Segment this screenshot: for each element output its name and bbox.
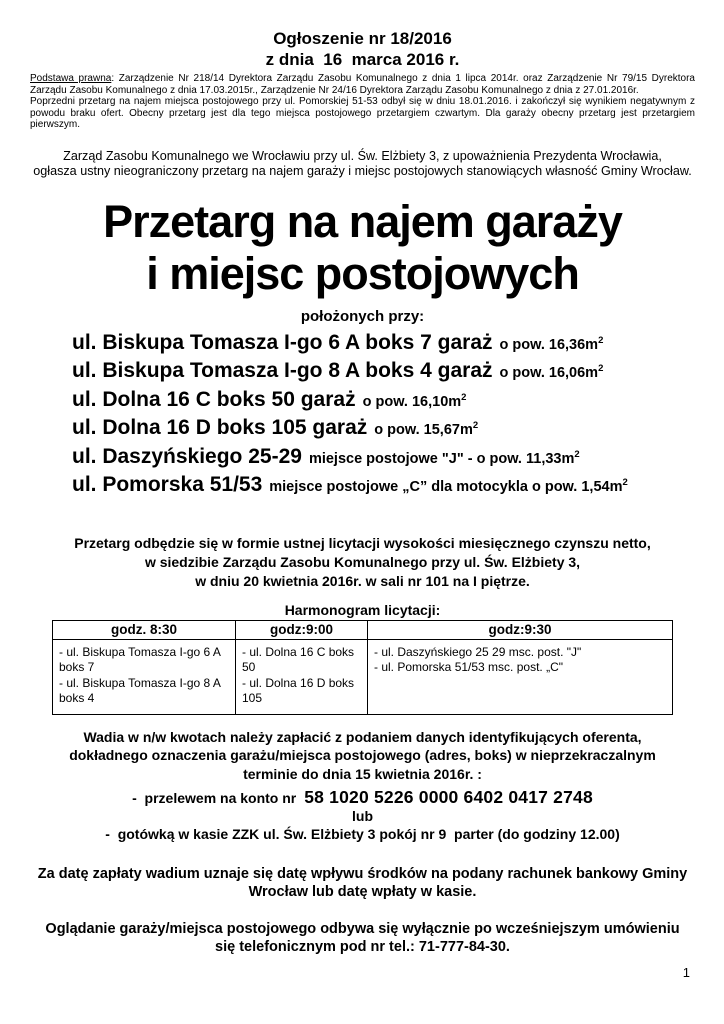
location-address: ul. Dolna 16 D boks 105 garaż (72, 416, 368, 440)
deposit-line-3: terminie do dnia 15 kwietnia 2016r. : (243, 765, 482, 782)
location-area-text: miejsce postojowe „C” dla motocykla o pow. 1,54m (269, 479, 623, 496)
locations-list (30, 330, 695, 501)
location-item (72, 387, 695, 416)
payment-date-paragraph (30, 866, 695, 901)
schedule-item: - ul. Pomorska 51/53 msc. post. „C" (374, 660, 563, 675)
legal-basis-label: Podstawa prawna (30, 73, 112, 84)
announcement-date: z dnia 16 marca 2016 r. (265, 50, 460, 69)
deposit-line-1: Wadia w n/w kwotach należy zapłacić z podaniem danych identyfikujących oferenta, (83, 728, 642, 745)
location-area (374, 422, 478, 438)
transfer-prefix: - przelewem na konto nr (132, 790, 297, 807)
location-item (72, 472, 695, 501)
schedule-item: - ul. Daszyńskiego 25 29 msc. post. "J" (374, 644, 582, 659)
page-title (30, 196, 695, 300)
location-area (500, 365, 604, 381)
location-area-sup: 2 (598, 335, 604, 347)
located-at-label: położonych przy: (300, 307, 425, 325)
location-area-sup: 2 (598, 363, 604, 375)
viewing-info-paragraph (30, 921, 695, 956)
schedule-header-900: godz:9:00 (236, 620, 368, 639)
schedule-cell-830 (53, 639, 236, 714)
location-area-sup: 2 (622, 477, 628, 489)
location-address: ul. Daszyńskiego 25-29 (72, 444, 302, 468)
auction-line-3: w dniu 20 kwietnia 2016r. w sali nr 101 na I piętrze. (195, 572, 530, 589)
location-area-text: o pow. 16,36m (499, 336, 599, 353)
schedule-header-930: godz:9:30 (368, 620, 673, 639)
location-item (72, 415, 695, 444)
payment-date-line-1: Za datę zapłaty wadium uznaje się datę wpływu środków na podany rachunek bankowy Gminy (37, 866, 688, 883)
announcement-header (30, 28, 695, 70)
legal-basis-orders: : Zarządzenie Nr 218/14 Dyrektora Zarządu Zasobu Komunalnego z dnia 1 lipca 2014r. oraz Zarządzenie Nr 79/15 Dyrektora Zarządu Zasobu Komunalnego z dnia 17.03.2015r., Zarządzenie Nr 24/16 Dyrektora Zarządu Zasobu Komunalnego z dnia z 27.01.2016r. (30, 73, 695, 96)
schedule-cell-930 (368, 639, 673, 714)
intro-line-1: Zarząd Zasobu Komunalnego we Wrocławiu przy ul. Św. Elżbiety 3, z upoważnienia Prezydenta Wrocławia, (63, 148, 662, 163)
auction-line-1: Przetarg odbędzie się w formie ustnej licytacji wysokości miesięcznego czynszu netto, (74, 534, 651, 551)
payment-date-line-2: Wrocław lub datę wpłaty w kasie. (248, 883, 477, 900)
announcement-number: Ogłoszenie nr 18/2016 (273, 29, 452, 48)
viewing-line-1: Oglądanie garaży/miejsca postojowego odbywa się wyłącznie po wcześniejszym umówieniu (45, 921, 680, 938)
auction-line-2: w siedzibie Zarządu Zasobu Komunalnego przy ul. Św. Elżbiety 3, (144, 553, 581, 570)
page-title-line-1: Przetarg na najem garaży (103, 195, 622, 247)
schedule-header-row (53, 620, 673, 639)
location-address: ul. Dolna 16 C boks 50 garaż (72, 387, 356, 411)
schedule-item: - ul. Dolna 16 D boks 105 (242, 675, 355, 706)
location-address: ul. Biskupa Tomasza I-go 8 A boks 4 garaż (72, 359, 493, 383)
page-title-line-2: i miejsc postojowych (146, 247, 579, 299)
deposit-section (30, 728, 695, 844)
location-area-text: o pow. 16,10m (362, 393, 462, 410)
location-area-text: o pow. 16,06m (499, 365, 599, 382)
schedule-table (52, 620, 673, 715)
schedule-item: - ul. Biskupa Tomasza I-go 6 A boks 7 (59, 644, 221, 675)
or-label: lub (352, 808, 373, 825)
location-item (72, 358, 695, 387)
location-area (500, 337, 604, 353)
schedule-item: - ul. Biskupa Tomasza I-go 8 A boks 4 (59, 675, 221, 706)
location-address: ul. Biskupa Tomasza I-go 6 A boks 7 garaż (72, 330, 493, 354)
cash-payment-line: - gotówką w kasie ZZK ul. Św. Elżbiety 3 pokój nr 9 parter (do godziny 12.00) (105, 826, 620, 843)
location-item (72, 444, 695, 473)
location-area-sup: 2 (574, 449, 580, 461)
intro-line-2: ogłasza ustny nieograniczony przetarg na najem garaży i miejsc postojowych stanowiących własność Gminy Wrocław. (33, 164, 692, 179)
legal-basis-section (30, 73, 695, 131)
location-area-sup: 2 (461, 392, 467, 404)
location-area (363, 394, 467, 410)
schedule-item: - ul. Dolna 16 C boks 50 (242, 644, 355, 675)
location-area-sup: 2 (472, 420, 479, 432)
schedule-header-830: godz. 8:30 (53, 620, 236, 639)
viewing-line-2: się telefonicznym pod nr tel.: 71-777-84-30. (215, 938, 510, 955)
intro-paragraph (30, 149, 695, 180)
location-area (309, 451, 580, 467)
bank-account-number: 58 1020 5226 0000 6402 0417 2748 (304, 787, 593, 808)
schedule-cell-900 (236, 639, 368, 714)
legal-basis-paragraph (30, 73, 695, 96)
auction-info-paragraph (30, 534, 695, 591)
location-address: ul. Pomorska 51/53 (72, 473, 263, 497)
location-area-text: miejsce postojowe "J" - o pow. 11,33m (308, 450, 575, 467)
page-number: 1 (682, 965, 690, 980)
previous-auction-paragraph: Poprzedni przetarg na najem miejsca postojowego przy ul. Pomorskiej 51-53 odbył się w dniu 18.01.2016. i zakończył się wynikiem negatywnym z powodu braku ofert. Obecny przetarg jest dla tego miejsca postojowego przetargiem czwartym. Dla garaży obecny przetarg jest przetargiem pierwszym. (30, 96, 695, 131)
location-area (269, 479, 628, 495)
location-item (72, 330, 695, 359)
bank-transfer-line (30, 787, 695, 809)
schedule-body-row (53, 639, 673, 714)
deposit-line-2: dokładnego oznaczenia garażu/miejsca postojowego (adres, boks) w nieprzekraczalnym (69, 747, 656, 764)
location-area-text: o pow. 15,67m (374, 422, 473, 439)
schedule-title: Harmonogram licytacji: (284, 601, 441, 618)
